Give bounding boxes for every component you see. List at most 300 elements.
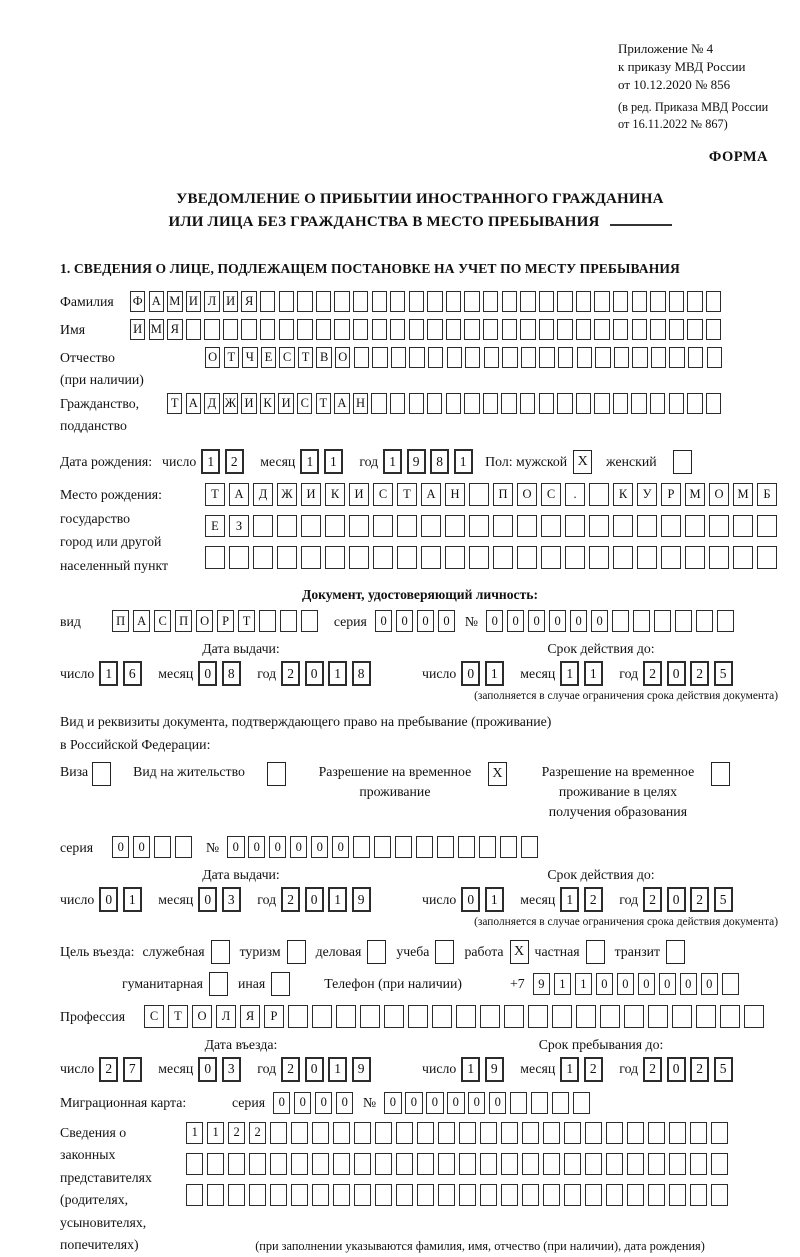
- form-cell[interactable]: [539, 291, 554, 312]
- form-cell[interactable]: [675, 610, 692, 632]
- form-cell[interactable]: И: [278, 393, 293, 414]
- form-cell[interactable]: 0: [332, 836, 349, 858]
- birthplace-cells-row1[interactable]: [205, 483, 781, 506]
- form-cell[interactable]: [297, 319, 312, 340]
- form-cell[interactable]: [417, 1122, 434, 1144]
- form-cell[interactable]: [669, 1153, 686, 1175]
- form-cell[interactable]: [459, 1184, 476, 1206]
- form-cell[interactable]: [573, 1092, 590, 1114]
- form-cell[interactable]: [661, 546, 681, 569]
- birth-month-cells[interactable]: [300, 449, 347, 474]
- form-cell[interactable]: [253, 515, 273, 538]
- form-cell[interactable]: [614, 347, 629, 368]
- form-cell[interactable]: 2: [643, 661, 662, 686]
- form-cell[interactable]: [260, 319, 275, 340]
- form-cell[interactable]: [543, 1184, 560, 1206]
- form-cell[interactable]: [585, 1122, 602, 1144]
- form-cell[interactable]: [589, 546, 609, 569]
- form-cell[interactable]: [606, 1153, 623, 1175]
- form-cell[interactable]: 0: [486, 610, 503, 632]
- form-cell[interactable]: Т: [298, 347, 313, 368]
- form-cell[interactable]: [480, 1153, 497, 1175]
- staydoc-series-cells[interactable]: [112, 836, 196, 858]
- form-cell[interactable]: [175, 836, 192, 858]
- form-cell[interactable]: [396, 1153, 413, 1175]
- birth-day-cells[interactable]: [201, 449, 248, 474]
- form-cell[interactable]: [270, 1184, 287, 1206]
- form-cell[interactable]: [409, 291, 424, 312]
- form-cell[interactable]: [522, 1122, 539, 1144]
- form-cell[interactable]: [685, 546, 705, 569]
- form-cell[interactable]: [589, 515, 609, 538]
- staydoc-valid-year-cells[interactable]: [643, 887, 737, 912]
- form-cell[interactable]: [291, 1184, 308, 1206]
- purpose-humanitarian-checkbox[interactable]: [209, 972, 228, 996]
- form-cell[interactable]: [522, 1153, 539, 1175]
- form-cell[interactable]: Я: [241, 291, 256, 312]
- iddoc-type-cells[interactable]: [112, 610, 322, 632]
- birthplace-cells-row3[interactable]: [205, 546, 781, 569]
- form-cell[interactable]: [650, 393, 665, 414]
- purpose-work-checkbox[interactable]: X: [510, 940, 529, 964]
- form-cell[interactable]: [354, 1153, 371, 1175]
- form-cell[interactable]: [354, 347, 369, 368]
- form-cell[interactable]: 1: [186, 1122, 203, 1144]
- form-cell[interactable]: .: [565, 483, 585, 506]
- form-cell[interactable]: Т: [168, 1005, 188, 1028]
- form-cell[interactable]: [576, 319, 591, 340]
- migcard-series-cells[interactable]: [273, 1092, 357, 1114]
- form-cell[interactable]: Л: [204, 291, 219, 312]
- form-cell[interactable]: [241, 319, 256, 340]
- form-cell[interactable]: [427, 291, 442, 312]
- form-cell[interactable]: [438, 1184, 455, 1206]
- sex-female-checkbox[interactable]: [673, 450, 692, 474]
- birthplace-cells-row2[interactable]: [205, 515, 781, 538]
- form-cell[interactable]: [585, 1184, 602, 1206]
- form-cell[interactable]: [733, 546, 753, 569]
- form-cell[interactable]: [372, 291, 387, 312]
- staydoc-issue-day-cells[interactable]: [99, 887, 146, 912]
- iddoc-valid-year-cells[interactable]: [643, 661, 737, 686]
- form-cell[interactable]: 1: [324, 449, 343, 474]
- form-cell[interactable]: [522, 1184, 539, 1206]
- form-cell[interactable]: [479, 836, 496, 858]
- form-cell[interactable]: [690, 1122, 707, 1144]
- form-cell[interactable]: К: [260, 393, 275, 414]
- form-cell[interactable]: [325, 515, 345, 538]
- form-cell[interactable]: Л: [216, 1005, 236, 1028]
- form-cell[interactable]: [648, 1184, 665, 1206]
- form-cell[interactable]: [669, 1122, 686, 1144]
- form-cell[interactable]: Т: [316, 393, 331, 414]
- entry-year-cells[interactable]: [281, 1057, 375, 1082]
- form-cell[interactable]: [501, 393, 516, 414]
- form-cell[interactable]: [589, 483, 609, 506]
- form-cell[interactable]: [427, 319, 442, 340]
- form-cell[interactable]: [277, 515, 297, 538]
- form-cell[interactable]: Р: [217, 610, 234, 632]
- form-cell[interactable]: 0: [227, 836, 244, 858]
- form-cell[interactable]: [637, 515, 657, 538]
- form-cell[interactable]: [539, 347, 554, 368]
- form-cell[interactable]: 0: [198, 661, 217, 686]
- form-cell[interactable]: [690, 1184, 707, 1206]
- form-cell[interactable]: [650, 291, 665, 312]
- form-cell[interactable]: [229, 546, 249, 569]
- rtp-checkbox[interactable]: X: [488, 762, 507, 786]
- form-cell[interactable]: [500, 836, 517, 858]
- form-cell[interactable]: И: [241, 393, 256, 414]
- form-cell[interactable]: Т: [224, 347, 239, 368]
- form-cell[interactable]: [469, 515, 489, 538]
- form-cell[interactable]: 2: [281, 1057, 300, 1082]
- form-cell[interactable]: [464, 291, 479, 312]
- form-cell[interactable]: 0: [426, 1092, 443, 1114]
- form-cell[interactable]: [650, 319, 665, 340]
- form-cell[interactable]: 2: [228, 1122, 245, 1144]
- form-cell[interactable]: А: [186, 393, 201, 414]
- form-cell[interactable]: 0: [384, 1092, 401, 1114]
- form-cell[interactable]: 1: [485, 661, 504, 686]
- form-cell[interactable]: 1: [383, 449, 402, 474]
- staydoc-number-cells[interactable]: [227, 836, 542, 858]
- form-cell[interactable]: [409, 393, 424, 414]
- form-cell[interactable]: А: [133, 610, 150, 632]
- iddoc-series-cells[interactable]: [375, 610, 459, 632]
- form-cell[interactable]: [372, 319, 387, 340]
- form-cell[interactable]: [557, 291, 572, 312]
- form-cell[interactable]: [521, 836, 538, 858]
- sex-male-checkbox[interactable]: X: [573, 450, 592, 474]
- staydoc-valid-day-cells[interactable]: [461, 887, 508, 912]
- form-cell[interactable]: [360, 1005, 380, 1028]
- purpose-other-checkbox[interactable]: [271, 972, 290, 996]
- form-cell[interactable]: [632, 291, 647, 312]
- form-cell[interactable]: [270, 1153, 287, 1175]
- form-cell[interactable]: [312, 1153, 329, 1175]
- form-cell[interactable]: 1: [207, 1122, 224, 1144]
- form-cell[interactable]: [576, 291, 591, 312]
- form-cell[interactable]: 1: [300, 449, 319, 474]
- phone-cells[interactable]: [533, 973, 743, 995]
- form-cell[interactable]: 0: [591, 610, 608, 632]
- form-cell[interactable]: [565, 546, 585, 569]
- form-cell[interactable]: [390, 393, 405, 414]
- form-cell[interactable]: [447, 347, 462, 368]
- form-cell[interactable]: 0: [489, 1092, 506, 1114]
- form-cell[interactable]: 0: [570, 610, 587, 632]
- form-cell[interactable]: [204, 319, 219, 340]
- form-cell[interactable]: 1: [575, 973, 592, 995]
- form-cell[interactable]: 1: [485, 887, 504, 912]
- form-cell[interactable]: 0: [311, 836, 328, 858]
- form-cell[interactable]: [612, 610, 629, 632]
- form-cell[interactable]: 6: [123, 661, 142, 686]
- form-cell[interactable]: [280, 610, 297, 632]
- form-cell[interactable]: И: [223, 291, 238, 312]
- form-cell[interactable]: 2: [643, 887, 662, 912]
- form-cell[interactable]: [334, 291, 349, 312]
- form-cell[interactable]: [464, 319, 479, 340]
- form-cell[interactable]: [632, 347, 647, 368]
- form-cell[interactable]: 0: [447, 1092, 464, 1114]
- form-cell[interactable]: [353, 836, 370, 858]
- form-cell[interactable]: [465, 347, 480, 368]
- form-cell[interactable]: 0: [617, 973, 634, 995]
- form-cell[interactable]: 1: [454, 449, 473, 474]
- form-cell[interactable]: 8: [430, 449, 449, 474]
- form-cell[interactable]: [333, 1153, 350, 1175]
- form-cell[interactable]: [613, 515, 633, 538]
- form-cell[interactable]: [720, 1005, 740, 1028]
- form-cell[interactable]: 1: [328, 1057, 347, 1082]
- guardians-cells-row1[interactable]: [186, 1122, 732, 1144]
- form-cell[interactable]: [520, 319, 535, 340]
- form-cell[interactable]: [632, 319, 647, 340]
- form-cell[interactable]: 1: [328, 661, 347, 686]
- form-cell[interactable]: [396, 1122, 413, 1144]
- form-cell[interactable]: 0: [198, 1057, 217, 1082]
- iddoc-valid-month-cells[interactable]: [560, 661, 607, 686]
- form-cell[interactable]: 9: [352, 887, 371, 912]
- form-cell[interactable]: 7: [123, 1057, 142, 1082]
- form-cell[interactable]: 1: [560, 1057, 579, 1082]
- form-cell[interactable]: [502, 319, 517, 340]
- form-cell[interactable]: [613, 393, 628, 414]
- form-cell[interactable]: [279, 291, 294, 312]
- form-cell[interactable]: [334, 319, 349, 340]
- form-cell[interactable]: 1: [560, 661, 579, 686]
- form-cell[interactable]: 2: [690, 1057, 709, 1082]
- staydoc-issue-year-cells[interactable]: [281, 887, 375, 912]
- form-cell[interactable]: [648, 1005, 668, 1028]
- form-cell[interactable]: 0: [667, 887, 686, 912]
- birth-year-cells[interactable]: [383, 449, 477, 474]
- form-cell[interactable]: [427, 393, 442, 414]
- surname-cells[interactable]: [130, 291, 725, 312]
- form-cell[interactable]: [521, 347, 536, 368]
- form-cell[interactable]: [480, 1184, 497, 1206]
- purpose-transit-checkbox[interactable]: [666, 940, 685, 964]
- form-cell[interactable]: [312, 1122, 329, 1144]
- form-cell[interactable]: О: [335, 347, 350, 368]
- purpose-business-checkbox[interactable]: [367, 940, 386, 964]
- form-cell[interactable]: 1: [201, 449, 220, 474]
- form-cell[interactable]: 2: [643, 1057, 662, 1082]
- form-cell[interactable]: [557, 319, 572, 340]
- form-cell[interactable]: [539, 393, 554, 414]
- form-cell[interactable]: 9: [485, 1057, 504, 1082]
- form-cell[interactable]: [696, 610, 713, 632]
- form-cell[interactable]: 0: [405, 1092, 422, 1114]
- form-cell[interactable]: [259, 610, 276, 632]
- form-cell[interactable]: [297, 291, 312, 312]
- form-cell[interactable]: [325, 546, 345, 569]
- iddoc-number-cells[interactable]: [486, 610, 738, 632]
- form-cell[interactable]: Ч: [242, 347, 257, 368]
- form-cell[interactable]: [291, 1153, 308, 1175]
- form-cell[interactable]: [711, 1122, 728, 1144]
- form-cell[interactable]: [504, 1005, 524, 1028]
- form-cell[interactable]: 2: [584, 1057, 603, 1082]
- form-cell[interactable]: [154, 836, 171, 858]
- entry-day-cells[interactable]: [99, 1057, 146, 1082]
- form-cell[interactable]: [595, 347, 610, 368]
- form-cell[interactable]: [428, 347, 443, 368]
- form-cell[interactable]: [706, 291, 721, 312]
- form-cell[interactable]: [564, 1122, 581, 1144]
- form-cell[interactable]: [564, 1184, 581, 1206]
- form-cell[interactable]: [458, 836, 475, 858]
- form-cell[interactable]: [349, 515, 369, 538]
- form-cell[interactable]: С: [541, 483, 561, 506]
- form-cell[interactable]: [706, 319, 721, 340]
- form-cell[interactable]: [585, 1153, 602, 1175]
- form-cell[interactable]: [480, 1005, 500, 1028]
- form-cell[interactable]: [316, 291, 331, 312]
- form-cell[interactable]: О: [709, 483, 729, 506]
- form-cell[interactable]: [541, 515, 561, 538]
- rtp-edu-checkbox[interactable]: [711, 762, 730, 786]
- form-cell[interactable]: 2: [225, 449, 244, 474]
- stay-day-cells[interactable]: [461, 1057, 508, 1082]
- form-cell[interactable]: П: [175, 610, 192, 632]
- form-cell[interactable]: [757, 515, 777, 538]
- form-cell[interactable]: [390, 319, 405, 340]
- entry-month-cells[interactable]: [198, 1057, 245, 1082]
- form-cell[interactable]: [409, 347, 424, 368]
- form-cell[interactable]: Т: [238, 610, 255, 632]
- form-cell[interactable]: [301, 546, 321, 569]
- form-cell[interactable]: 2: [281, 887, 300, 912]
- form-cell[interactable]: 0: [99, 887, 118, 912]
- form-cell[interactable]: 0: [507, 610, 524, 632]
- form-cell[interactable]: 0: [438, 610, 455, 632]
- form-cell[interactable]: [483, 393, 498, 414]
- form-cell[interactable]: [223, 319, 238, 340]
- form-cell[interactable]: [484, 347, 499, 368]
- form-cell[interactable]: [709, 515, 729, 538]
- form-cell[interactable]: Д: [204, 393, 219, 414]
- form-cell[interactable]: [685, 515, 705, 538]
- form-cell[interactable]: Я: [167, 319, 182, 340]
- iddoc-valid-day-cells[interactable]: [461, 661, 508, 686]
- name-cells[interactable]: [130, 319, 725, 340]
- purpose-official-checkbox[interactable]: [211, 940, 230, 964]
- form-cell[interactable]: 1: [328, 887, 347, 912]
- form-cell[interactable]: [374, 836, 391, 858]
- form-cell[interactable]: [690, 1153, 707, 1175]
- form-cell[interactable]: 0: [133, 836, 150, 858]
- form-cell[interactable]: 0: [638, 973, 655, 995]
- form-cell[interactable]: [353, 319, 368, 340]
- form-cell[interactable]: [228, 1153, 245, 1175]
- form-cell[interactable]: 0: [336, 1092, 353, 1114]
- form-cell[interactable]: [480, 1122, 497, 1144]
- form-cell[interactable]: [249, 1153, 266, 1175]
- form-cell[interactable]: [390, 291, 405, 312]
- form-cell[interactable]: [493, 515, 513, 538]
- iddoc-issue-day-cells[interactable]: [99, 661, 146, 686]
- form-cell[interactable]: [744, 1005, 764, 1028]
- form-cell[interactable]: [517, 546, 537, 569]
- profession-cells[interactable]: [144, 1005, 768, 1028]
- form-cell[interactable]: [594, 319, 609, 340]
- form-cell[interactable]: Я: [240, 1005, 260, 1028]
- form-cell[interactable]: 9: [533, 973, 550, 995]
- form-cell[interactable]: [417, 1184, 434, 1206]
- form-cell[interactable]: С: [279, 347, 294, 368]
- form-cell[interactable]: [606, 1122, 623, 1144]
- form-cell[interactable]: [661, 515, 681, 538]
- form-cell[interactable]: [627, 1153, 644, 1175]
- form-cell[interactable]: [565, 515, 585, 538]
- form-cell[interactable]: 3: [222, 887, 241, 912]
- form-cell[interactable]: [733, 515, 753, 538]
- form-cell[interactable]: Ж: [277, 483, 297, 506]
- guardians-cells-row3[interactable]: [186, 1184, 732, 1206]
- form-cell[interactable]: 9: [407, 449, 426, 474]
- form-cell[interactable]: 5: [714, 887, 733, 912]
- form-cell[interactable]: [186, 1153, 203, 1175]
- form-cell[interactable]: 0: [273, 1092, 290, 1114]
- form-cell[interactable]: [301, 610, 318, 632]
- form-cell[interactable]: [564, 1153, 581, 1175]
- form-cell[interactable]: [709, 546, 729, 569]
- form-cell[interactable]: 9: [352, 1057, 371, 1082]
- form-cell[interactable]: 1: [560, 887, 579, 912]
- form-cell[interactable]: [520, 291, 535, 312]
- form-cell[interactable]: Т: [397, 483, 417, 506]
- form-cell[interactable]: [249, 1184, 266, 1206]
- form-cell[interactable]: 0: [468, 1092, 485, 1114]
- form-cell[interactable]: [312, 1005, 332, 1028]
- form-cell[interactable]: 0: [269, 836, 286, 858]
- form-cell[interactable]: [446, 291, 461, 312]
- form-cell[interactable]: С: [154, 610, 171, 632]
- form-cell[interactable]: 0: [305, 887, 324, 912]
- form-cell[interactable]: [613, 319, 628, 340]
- form-cell[interactable]: [633, 610, 650, 632]
- form-cell[interactable]: [576, 1005, 596, 1028]
- form-cell[interactable]: [372, 347, 387, 368]
- form-cell[interactable]: [613, 291, 628, 312]
- form-cell[interactable]: А: [334, 393, 349, 414]
- form-cell[interactable]: Р: [264, 1005, 284, 1028]
- form-cell[interactable]: 0: [667, 661, 686, 686]
- form-cell[interactable]: [459, 1122, 476, 1144]
- form-cell[interactable]: [349, 546, 369, 569]
- staydoc-valid-month-cells[interactable]: [560, 887, 607, 912]
- form-cell[interactable]: [333, 1122, 350, 1144]
- form-cell[interactable]: М: [167, 291, 182, 312]
- form-cell[interactable]: [687, 291, 702, 312]
- form-cell[interactable]: 1: [123, 887, 142, 912]
- form-cell[interactable]: [432, 1005, 452, 1028]
- form-cell[interactable]: [438, 1122, 455, 1144]
- form-cell[interactable]: [438, 1153, 455, 1175]
- form-cell[interactable]: [437, 836, 454, 858]
- form-cell[interactable]: М: [685, 483, 705, 506]
- form-cell[interactable]: [493, 546, 513, 569]
- form-cell[interactable]: О: [196, 610, 213, 632]
- form-cell[interactable]: 0: [528, 610, 545, 632]
- form-cell[interactable]: [576, 393, 591, 414]
- form-cell[interactable]: [711, 1184, 728, 1206]
- form-cell[interactable]: 8: [222, 661, 241, 686]
- form-cell[interactable]: [531, 1092, 548, 1114]
